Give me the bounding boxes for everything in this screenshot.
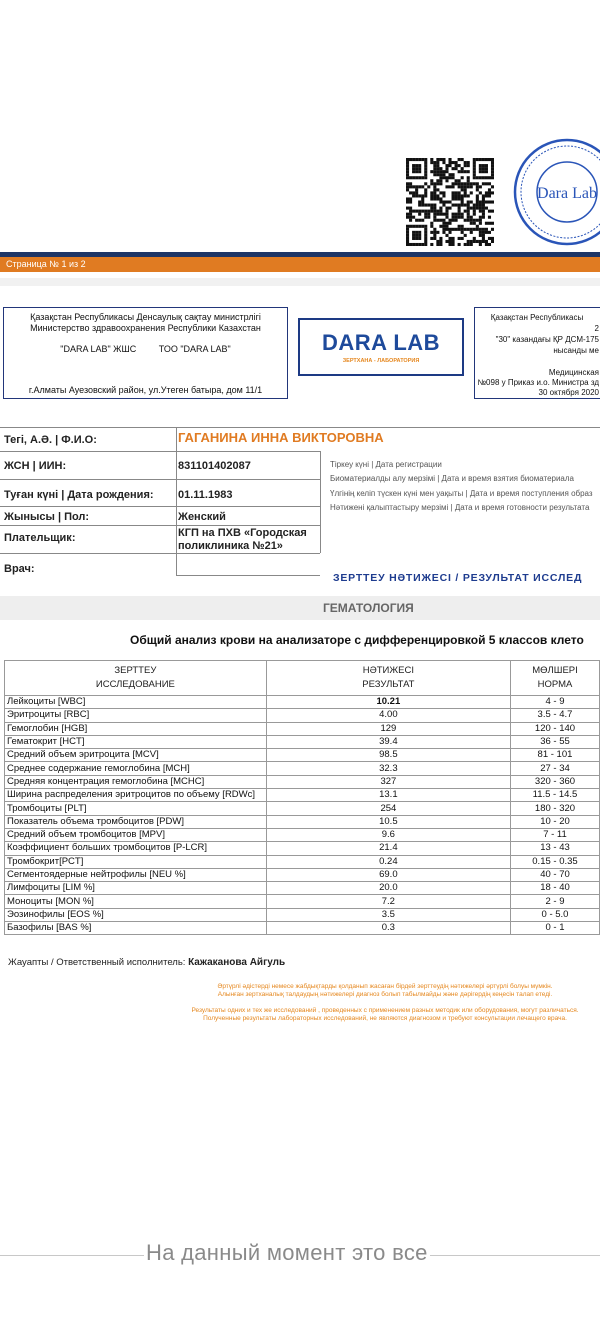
table-row — [5, 735, 600, 748]
divider — [176, 575, 320, 576]
test-name: Эозинофилы [EOS %] — [5, 908, 267, 921]
test-norm: 10 - 20 — [510, 815, 599, 828]
header-line: РЕЗУЛЬТАТ — [362, 679, 415, 690]
test-name: Средний объем эритроцита [MCV] — [5, 749, 267, 762]
divider — [320, 451, 321, 553]
executor — [8, 957, 285, 968]
table-row — [5, 895, 600, 908]
patient-name: ГАГАНИНА ИННА ВИКТОРОВНА — [178, 430, 384, 445]
test-name: Показатель объема тромбоцитов [PDW] — [5, 815, 267, 828]
org-ru: ТОО "DARA LAB" — [158, 344, 231, 354]
test-norm: 7 - 11 — [510, 828, 599, 841]
test-name: Сегментоядерные нейтрофилы [NEU %] — [5, 868, 267, 881]
table-row — [5, 868, 600, 881]
test-name: Лимфоциты [LIM %] — [5, 882, 267, 895]
test-name: Ширина распределения эритроцитов по объему [RDWc] — [5, 789, 267, 802]
test-result: 0.24 — [266, 855, 510, 868]
payer-line: поликлиника №21» — [178, 540, 283, 552]
disclaimer-ru-2: Полученные результаты лабораторных исследований, не являются диагнозом и требуют консультации лечащего врача. — [203, 1015, 567, 1022]
patient-dob: 01.11.1983 — [178, 489, 233, 501]
table-header-row — [5, 661, 600, 696]
divider — [0, 427, 600, 428]
divider — [0, 278, 600, 286]
col-header-test — [5, 661, 267, 696]
table-row — [5, 828, 600, 841]
test-norm: 40 - 70 — [510, 868, 599, 881]
test-norm: 320 - 360 — [510, 775, 599, 788]
section-title: ГЕМАТОЛОГИЯ — [323, 601, 414, 615]
test-result: 129 — [266, 722, 510, 735]
result-heading: ЗЕРТТЕУ НӘТИЖЕСІ / РЕЗУЛЬТАТ ИССЛЕД — [333, 572, 583, 584]
test-norm: 0 - 1 — [510, 922, 599, 935]
stamp-text: Dara Lab — [537, 185, 597, 202]
doctor-label: Врач: — [4, 563, 35, 575]
payer-line: КГП на ПХВ «Городская — [178, 527, 307, 539]
table-row — [5, 696, 600, 709]
payer-label: Плательщик: — [4, 532, 76, 544]
divider — [0, 553, 320, 554]
form-line: Қазақстан Республикасы — [490, 313, 584, 322]
test-result: 9.6 — [266, 828, 510, 841]
lab-stamp — [512, 137, 600, 247]
test-name: Базофилы [BAS %] — [5, 922, 267, 935]
header-line: ЗЕРТТЕУ — [114, 665, 157, 676]
section-bar — [0, 596, 600, 620]
test-name: Лейкоциты [WBC] — [5, 696, 267, 709]
header-line: МӨЛШЕРІ — [532, 665, 578, 676]
test-name: Тромбокрит[PCT] — [5, 855, 267, 868]
disclaimer-kz-2: Алынған зертханалық талдаудың нәтижелері диагноз болып табылмайды және дәрігердің кеңесін талап етеді. — [217, 991, 553, 998]
divider — [176, 427, 177, 575]
table-row — [5, 882, 600, 895]
ministry-kz: Қазақстан Республикасы Денсаулық сақтау министрлігі — [30, 312, 261, 322]
iin-label: ЖСН | ИИН: — [4, 460, 67, 472]
test-name: Гематокрит [HCT] — [5, 735, 267, 748]
divider — [0, 506, 320, 507]
table-row — [5, 908, 600, 921]
disclaimer-ru-1: Результаты одних и тех же исследований , проведенных с применением разных методик или оборудования, могут различаться. — [191, 1007, 579, 1014]
test-result: 3.5 — [266, 908, 510, 921]
registration-date-label: Тіркеу күні | Дата регистрации — [330, 460, 442, 469]
test-result: 32.3 — [266, 762, 510, 775]
test-norm: 81 - 101 — [510, 749, 599, 762]
table-row — [5, 855, 600, 868]
test-norm: 4 - 9 — [510, 696, 599, 709]
test-norm: 180 - 320 — [510, 802, 599, 815]
patient-iin: 831101402087 — [178, 460, 251, 472]
test-name: Гемоглобин [HGB] — [5, 722, 267, 735]
status-message: На данный момент это все — [146, 1240, 428, 1265]
table-row — [5, 815, 600, 828]
test-result: 39.4 — [266, 735, 510, 748]
test-name: Тромбоциты [PLT] — [5, 802, 267, 815]
test-name: Средняя концентрация гемоглобина [MCHC] — [5, 775, 267, 788]
page-indicator: Страница № 1 из 2 — [6, 259, 86, 269]
sex-label: Жынысы | Пол: — [4, 511, 90, 523]
form-line: нысанды ме — [553, 346, 599, 355]
test-name: Моноциты [MON %] — [5, 895, 267, 908]
org-kz: "DARA LAB" ЖШС — [60, 344, 137, 354]
table-row — [5, 842, 600, 855]
patient-sex: Женский — [178, 511, 226, 523]
org-address: г.Алматы Ауезовский район, ул.Утеген батыра, дом 11/1 — [28, 385, 263, 395]
table-row — [5, 775, 600, 788]
test-result: 7.2 — [266, 895, 510, 908]
test-norm: 11.5 - 14.5 — [510, 789, 599, 802]
header-line: ИССЛЕДОВАНИЕ — [95, 679, 175, 690]
dob-label: Туған күні | Дата рождения: — [4, 489, 154, 501]
test-norm: 2 - 9 — [510, 895, 599, 908]
name-label: Тегі, А.Ә. | Ф.И.О: — [4, 434, 97, 446]
test-norm: 27 - 34 — [510, 762, 599, 775]
table-row — [5, 762, 600, 775]
divider — [0, 479, 320, 480]
test-name: Средний объем тромбоцитов [MPV] — [5, 828, 267, 841]
test-norm: 36 - 55 — [510, 735, 599, 748]
test-result: 20.0 — [266, 882, 510, 895]
test-norm: 0.15 - 0.35 — [510, 855, 599, 868]
test-norm: 0 - 5.0 — [510, 908, 599, 921]
header-line: НӘТИЖЕСІ — [362, 665, 414, 676]
logo-tagline: ЗЕРТХАНА - ЛАБОРАТОРИЯ — [342, 358, 420, 364]
results-table — [4, 660, 600, 935]
table-row — [5, 709, 600, 722]
test-result: 0.3 — [266, 922, 510, 935]
executor-label: Жауапты / Ответственный исполнитель: — [8, 957, 186, 968]
test-name: Эритроциты [RBC] — [5, 709, 267, 722]
test-result: 10.21 — [266, 696, 510, 709]
test-name: Среднее содержание гемоглобина [MCH] — [5, 762, 267, 775]
patient-payer — [178, 527, 307, 553]
test-name: Коэффициент больших тромбоцитов [P-LCR] — [5, 842, 267, 855]
table-row — [5, 802, 600, 815]
form-line: №098 у Приказ и.о. Министра зд — [477, 378, 599, 387]
col-header-norm — [510, 661, 599, 696]
table-row — [5, 722, 600, 735]
arrival-date-label: Үлгінің келіп түскен күні мен уақыты | Дата и время поступления образ — [330, 489, 593, 498]
test-result: 69.0 — [266, 868, 510, 881]
ready-date-label: Нәтижені қалыптастыру мерзімі | Дата и время готовности результата — [330, 503, 590, 512]
form-line: 2 — [594, 324, 599, 333]
executor-name: Кажаканова Айгуль — [188, 957, 286, 968]
test-result: 21.4 — [266, 842, 510, 855]
test-result: 98.5 — [266, 749, 510, 762]
test-norm: 120 - 140 — [510, 722, 599, 735]
form-info-box — [474, 307, 600, 399]
test-result: 4.00 — [266, 709, 510, 722]
table-row — [5, 922, 600, 935]
form-line: 30 октября 2020 — [538, 388, 599, 397]
divider — [0, 525, 320, 526]
test-norm: 18 - 40 — [510, 882, 599, 895]
analysis-title: Общий анализ крови на анализаторе с дифференцировкой 5 классов клето — [130, 633, 584, 647]
ministry-box — [3, 307, 288, 399]
test-norm: 3.5 - 4.7 — [510, 709, 599, 722]
test-result: 254 — [266, 802, 510, 815]
table-row — [5, 749, 600, 762]
divider — [0, 451, 320, 452]
test-result: 10.5 — [266, 815, 510, 828]
test-result: 13.1 — [266, 789, 510, 802]
header-line: НОРМА — [537, 679, 573, 690]
disclaimer-kz-1: Әртүрлі әдістерді немесе жабдықтарды қолданып жасаған бірдей зерттеудің нәтижелері әртүрлі болуы мүмкін. — [217, 983, 553, 990]
form-line: "30" казандағы ҚР ДСМ-175 — [495, 335, 599, 344]
ministry-ru: Министерство здравоохранения Республики Казахстан — [30, 323, 261, 333]
collection-date-label: Биоматериалды алу мерзімі | Дата и время взятия биоматериала — [330, 474, 574, 483]
qr-code-icon — [406, 158, 494, 246]
col-header-result — [266, 661, 510, 696]
test-result: 327 — [266, 775, 510, 788]
test-norm: 13 - 43 — [510, 842, 599, 855]
dara-lab-logo — [298, 318, 464, 376]
form-line: Медицинская — [548, 368, 599, 377]
page-indicator-bar — [0, 257, 600, 272]
logo-name: DARA LAB — [321, 330, 441, 355]
table-row — [5, 789, 600, 802]
